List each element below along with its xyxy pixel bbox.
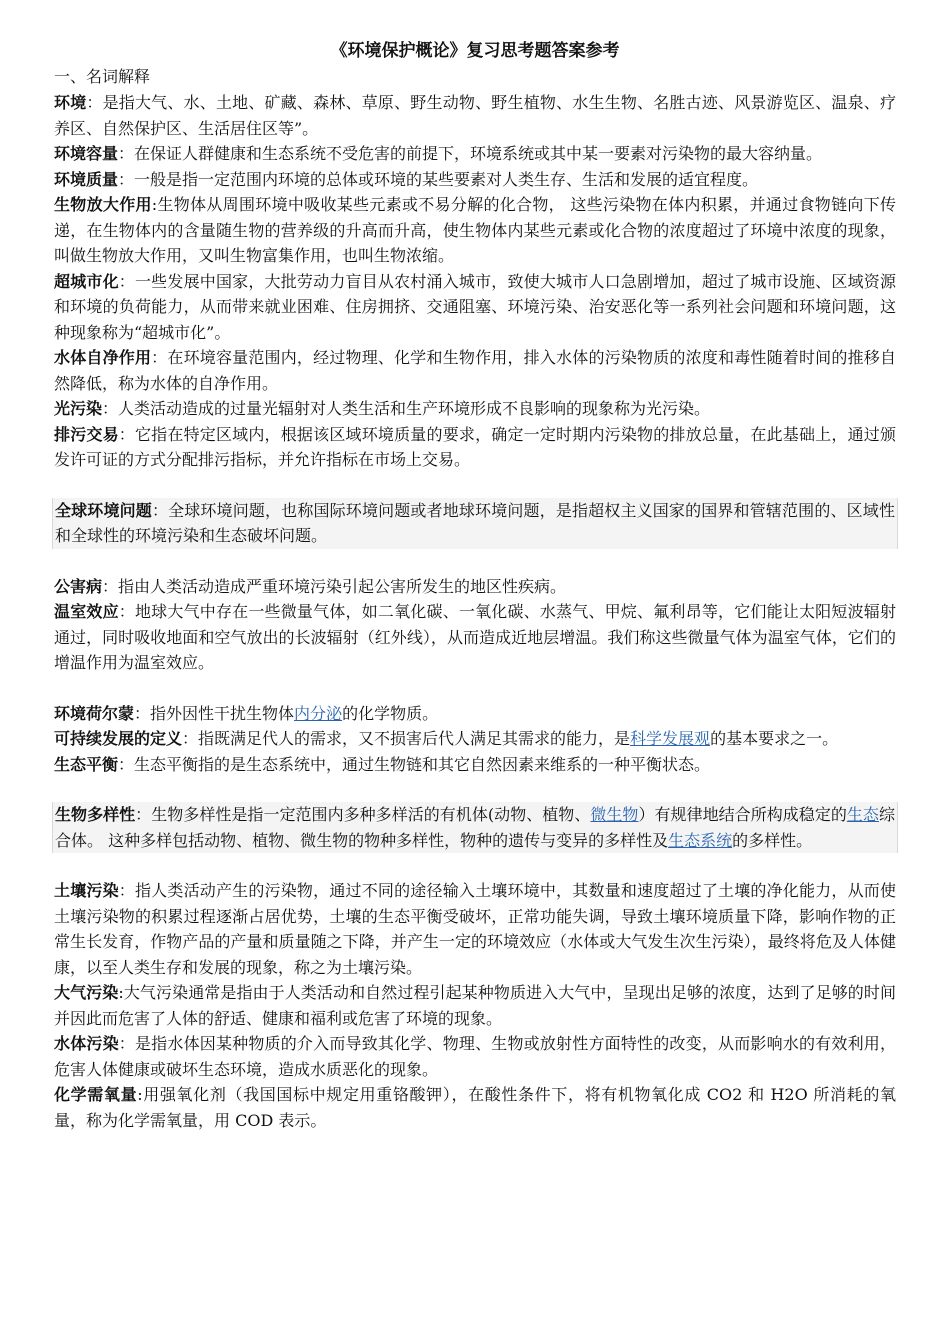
definition-part: 指既满足代人的需求，又不损害后代人满足其需求的能力，是 [198, 729, 631, 748]
definition: 是指水体因某种物质的介入而导致其化学、物理、生物或放射性方面特性的改变，从而影响水的有效利用，危害人体健康或破坏生态环境，造成水质恶化的现象。 [54, 1034, 896, 1079]
entry-greenhouse-effect [54, 599, 896, 676]
term-separator: ： [118, 424, 135, 444]
term-separator: ： [102, 576, 119, 596]
term: 全球环境问题 [55, 500, 152, 520]
entry-chemical-oxygen-demand [54, 1082, 896, 1133]
term-separator: ： [135, 805, 152, 824]
term-separator: ： [134, 703, 151, 723]
term: 排污交易 [54, 424, 119, 444]
entry-pollution-disease [54, 574, 896, 600]
term: 公害病 [54, 576, 103, 596]
blank-line [54, 853, 896, 878]
term: 土壤污染 [54, 881, 119, 900]
entry-ecological-balance [54, 752, 896, 778]
definition: 一般是指一定范围内环境的总体或环境的某些要素对人类生存、生活和发展的适宜程度。 [134, 169, 759, 189]
entry-environmental-hormone [54, 701, 896, 727]
entry-global-environmental-issues [52, 498, 898, 549]
definition: 全球环境问题，也称国际环境问题或者地球环境问题，是指超权主义国家的国界和管辖范围的、区域性和全球性的环境污染和生态破坏问题。 [55, 500, 895, 545]
section-heading: 一、名词解释 [54, 67, 151, 86]
term-separator: ： [86, 93, 103, 112]
term: 水体污染 [54, 1034, 119, 1053]
definition-part: 指外因性干扰生物体 [150, 703, 295, 723]
entry-biomagnification [54, 192, 896, 269]
entry-environmental-capacity [54, 141, 896, 167]
term: 水体自净作用 [54, 348, 152, 367]
term-separator: ： [102, 399, 119, 418]
entry-light-pollution [54, 396, 896, 422]
entry-air-pollution [54, 980, 896, 1031]
term-separator: ： [118, 602, 135, 621]
definition: 在保证人群健康和生态系统不受危害的前提下，环境系统或其中某一要素对污染物的最大容纳量。 [134, 144, 823, 163]
document-title: 《环境保护概论》复习思考题答案参考 [330, 41, 620, 61]
blank-line [54, 473, 896, 498]
definition: 人类活动造成的过量光辐射对人类生活和生产环境形成不良影响的现象称为光污染。 [118, 399, 711, 418]
term-separator: ： [118, 169, 135, 189]
definition: 大气污染通常是指由于人类活动和自然过程引起某种物质进入大气中，呈现出足够的浓度，达到了足够的时间并因此而危害了人体的舒适、健康和福利或危害了环境的现象。 [54, 983, 896, 1028]
definition: 地球大气中存在一些微量气体，如二氧化碳、一氧化碳、水蒸气、甲烷、氟利昂等，它们能让太阳短波辐射通过，同时吸收地面和空气放出的长波辐射（红外线），从而造成近地层增温。我们称这些微量气体为温室气体，它们的增温作用为温室效应。 [54, 602, 896, 672]
definition-part: 综合体。 这种多样包括动物、植物、微生物的物种多样性，物种的遗传与变异的多样性及 [55, 805, 895, 850]
entry-over-urbanization [54, 269, 896, 346]
entry-soil-pollution [54, 878, 896, 980]
term: 生物多样性 [55, 805, 136, 824]
term: 环境质量 [54, 169, 119, 189]
term: 大气污染 [54, 983, 119, 1002]
entry-water-pollution [54, 1031, 896, 1082]
entry-environment [54, 90, 896, 141]
link-microorganism[interactable]: 微生物 [590, 805, 639, 824]
term: 环境荷尔蒙 [54, 703, 135, 723]
term-separator: : [137, 1085, 143, 1104]
link-endocrine[interactable]: 内分泌 [294, 703, 343, 723]
term-separator: ： [118, 144, 135, 163]
link-ecology[interactable]: 生态 [846, 805, 879, 824]
term-separator: : [118, 983, 124, 1002]
definition: 指由人类活动造成严重环境污染引起公害所发生的地区性疾病。 [118, 576, 567, 596]
definition: 生态平衡指的是生态系统中，通过生物链和其它自然因素来维系的一种平衡状态。 [134, 754, 711, 774]
definition: 一些发展中国家，大批劳动力盲目从农村涌入城市，致使大城市人口急剧增加，超过了城市设施、区域资源和环境的负荷能力，从而带来就业困难、住房拥挤、交通阻塞、环境污染、治安恶化等一系列社会问题和环境问题，这种现象称为“超城市化”。 [54, 271, 896, 342]
term: 环境 [54, 93, 87, 112]
term: 光污染 [54, 399, 103, 418]
term-separator: ： [118, 1034, 135, 1053]
definition-part: ）有规律地结合所构成稳定的 [638, 805, 847, 824]
definition: 用强氧化剂（我国国标中规定用重铬酸钾），在酸性条件下，将有机物氧化成 CO2 和 H2O 所消耗的氧量，称为化学需氧量，用 COD 表示。 [54, 1085, 896, 1130]
definition-part: 的基本要求之一。 [710, 729, 839, 748]
term: 生态平衡 [54, 754, 119, 774]
definition: 是指大气、水、土地、矿藏、森林、草原、野生动物、野生植物、水生生物、名胜古迹、风景游览区、温泉、疗养区、自然保护区、生活居住区等”。 [54, 93, 896, 138]
definition-part: 生物多样性是指一定范围内多种多样活的有机体(动物、植物、 [151, 805, 591, 824]
entry-sustainable-development [54, 726, 896, 752]
definition: 指人类活动产生的污染物，通过不同的途径输入土壤环境中，其数量和速度超过了土壤的净化能力，从而使土壤污染物的积累过程逐渐占居优势，土壤的生态平衡受破坏，正常功能失调，导致土壤环境质量下降，影响作物的正常生长发育，作物产品的产量和质量随之下降，并产生一定的环境效应（水体或大气发生次生污染），最终将危及人体健康，以至人类生存和发展的现象，称之为土壤污染。 [54, 881, 896, 977]
blank-line [54, 549, 896, 574]
term: 温室效应 [54, 602, 119, 621]
term: 可持续发展的定义 [54, 729, 183, 748]
term-separator: ： [118, 754, 135, 774]
term-separator: : [151, 195, 158, 214]
blank-line [54, 777, 896, 802]
entry-water-self-purification [54, 345, 896, 396]
entry-environmental-quality [54, 167, 896, 193]
definition-part: 的化学物质。 [342, 703, 439, 723]
term-separator: ： [118, 271, 135, 291]
term: 环境容量 [54, 144, 119, 163]
link-scientific-outlook[interactable]: 科学发展观 [630, 729, 711, 748]
term: 超城市化 [54, 271, 119, 291]
term-separator: ： [182, 729, 199, 748]
term: 化学需氧量 [54, 1085, 138, 1104]
definition: 它指在特定区域内，根据该区域环境质量的要求，确定一定时期内污染物的排放总量，在此基础上，通过颁发许可证的方式分配排污指标，并允许指标在市场上交易。 [54, 424, 896, 469]
term-separator: ： [118, 881, 135, 900]
link-ecosystem[interactable]: 生态系统 [668, 830, 733, 850]
entry-emissions-trading [54, 422, 896, 473]
term-separator: ： [151, 348, 168, 367]
blank-line [54, 676, 896, 701]
term-separator: ： [151, 500, 169, 520]
definition: 生物体从周围环境中吸收某些元素或不易分解的化合物， 这些污染物在体内积累，并通过食物链向下传递，在生物体内的含量随生物的营养级的升高而升高，使生物体内某些元素或化合物的浓度超过了环境中浓度的现象，叫做生物放大作用，又叫生物富集作用，也叫生物浓缩。 [54, 195, 896, 265]
entry-biodiversity [52, 802, 898, 853]
definition: 在环境容量范围内，经过物理、化学和生物作用，排入水体的污染物质的浓度和毒性随着时间的推移自然降低，称为水体的自净作用。 [54, 348, 896, 393]
term: 生物放大作用 [54, 195, 152, 214]
definition-part: 的多样性。 [732, 830, 813, 850]
